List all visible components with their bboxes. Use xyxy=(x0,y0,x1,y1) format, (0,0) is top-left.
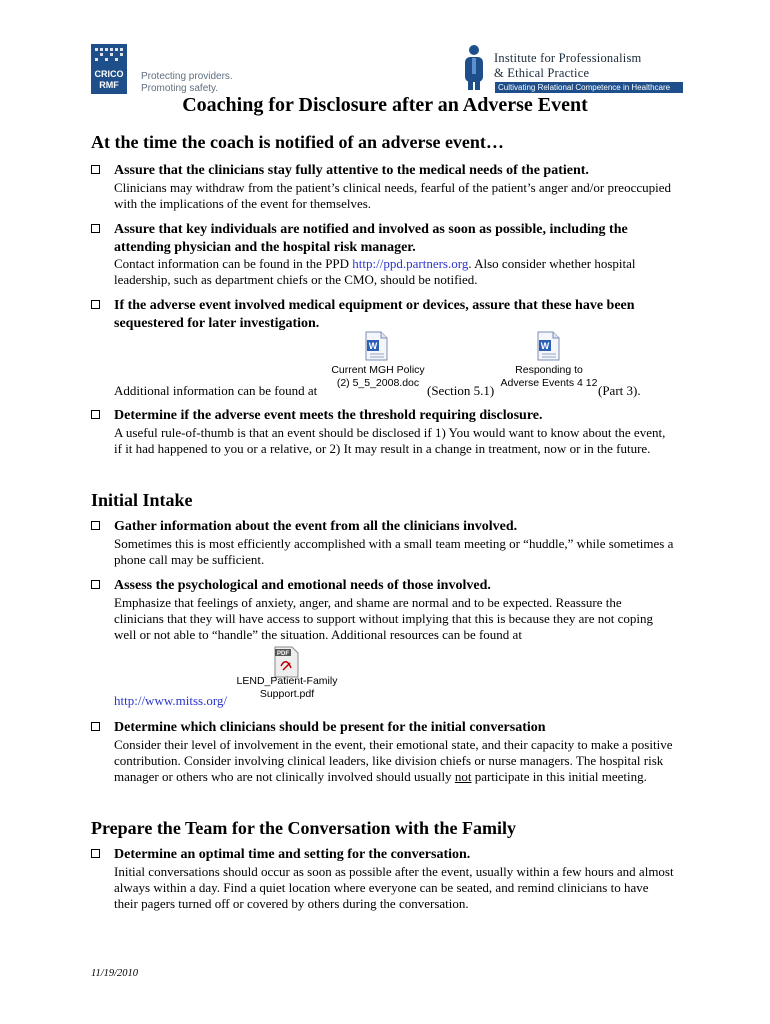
checkbox[interactable] xyxy=(91,580,100,589)
svg-text:W: W xyxy=(540,341,550,351)
section-ref: (Section 5.1) xyxy=(427,383,495,398)
word-doc-icon[interactable] xyxy=(536,331,560,361)
checkbox[interactable] xyxy=(91,521,100,530)
item-title: Assess the psychological and emotional needs of those involved. xyxy=(114,578,491,593)
institute-name-line2: & Ethical Practice xyxy=(494,66,590,80)
checkbox[interactable] xyxy=(91,722,100,731)
word-doc-icon[interactable] xyxy=(364,331,388,361)
item-body-text: Consider their level of involvement in the event, their emotional state, and their capacity to make a positive contribution. Consider involving clinical leaders, like division chiefs or nurse managers. The hospital risk manager or others who are not clinically involved should usually xyxy=(114,737,673,784)
item-body: Sometimes this is most efficiently accomplished with a small team meeting or “huddle,” while sometimes a phone call may be sufficient. xyxy=(114,536,674,567)
checkbox[interactable] xyxy=(91,224,100,233)
section-heading-prepare-team: Prepare the Team for the Conversation with the Family xyxy=(91,818,516,838)
crico-tagline xyxy=(141,71,233,95)
item-title: Determine which clinicians should be present for the initial conversation xyxy=(114,720,546,735)
page-title: Coaching for Disclosure after an Adverse Event xyxy=(182,94,588,116)
institute-figure-icon xyxy=(463,44,485,90)
crico-text: CRICO xyxy=(94,69,124,79)
checkbox[interactable] xyxy=(91,300,100,309)
footer-date: 11/19/2010 xyxy=(91,968,139,979)
crico-rmf-logo xyxy=(91,44,127,94)
emphasis-not: not xyxy=(454,769,472,784)
rmf-text: RMF xyxy=(99,80,119,90)
item-title: Assure that the clinicians stay fully attentive to the medical needs of the patient. xyxy=(114,163,589,178)
item-title: Gather information about the event from all the clinicians involved. xyxy=(114,519,518,534)
pdf-icon[interactable] xyxy=(272,646,300,678)
item-body-text: participate in this initial meeting. xyxy=(471,769,647,784)
checkbox[interactable] xyxy=(91,410,100,419)
svg-text:PDF: PDF xyxy=(277,651,289,657)
item-title: If the adverse event involved medical equipment or devices, assure that these have been sequestered for later investigation. xyxy=(114,298,635,331)
part-ref: (Part 3). xyxy=(598,383,641,398)
item-body: Initial conversations should occur as soon as possible after the event, usually within a few hours and almost always within a day. Find a quiet location where everyone can be seated, and remind clinicians to have their pagers turned off or covered by others during the conversation. xyxy=(114,864,674,911)
item-body: A useful rule-of-thumb is that an event should be disclosed if 1) You would want to know about the event, if it had happened to you or a relative, or 2) It may result in a change in treatment, now or in the future. xyxy=(114,425,666,456)
section-heading-initial-intake: Initial Intake xyxy=(91,490,193,510)
institute-tagline: Cultivating Relational Competence in Healthcare xyxy=(495,82,683,93)
institute-name xyxy=(494,51,641,81)
item-body-text: . Also consider whether hospital leadership, such as department chiefs or the CMO, should be notified. xyxy=(114,256,636,287)
item-title: Assure that key individuals are notified and involved as soon as possible, including the attending physician and the hospital risk manager. xyxy=(114,222,628,255)
item-body: Emphasize that feelings of anxiety, anger, and shame are normal and to be expected. Reassure the clinicians that they will have access to support without implying that this is because they are not coping well or not able to “handle” the situation. Additional resources can be found at xyxy=(114,595,654,642)
attachment-label-responding[interactable]: Responding to Adverse Events 4 12 xyxy=(500,364,598,389)
item-body xyxy=(114,256,674,288)
item-body xyxy=(114,737,674,785)
crico-tagline-line2: Promoting safety. xyxy=(141,83,219,94)
attachment-label-lend[interactable]: LEND_Patient-Family Support.pdf xyxy=(236,675,338,700)
item-body-text: Contact information can be found in the PPD xyxy=(114,256,353,271)
crico-tagline-line1: Protecting providers. xyxy=(141,71,233,82)
mitss-link[interactable]: http://www.mitss.org/ xyxy=(114,693,228,708)
svg-text:W: W xyxy=(368,341,378,351)
additional-info-text: Additional information can be found at xyxy=(114,383,318,398)
attachment-label-mgh-policy[interactable]: Current MGH Policy (2) 5_5_2008.doc xyxy=(331,364,425,389)
checkbox[interactable] xyxy=(91,165,100,174)
section-heading-notified: At the time the coach is notified of an adverse event… xyxy=(91,132,504,152)
institute-name-line1: Institute for Professionalism xyxy=(494,51,642,65)
checkbox[interactable] xyxy=(91,849,100,858)
ppd-link[interactable]: http://ppd.partners.org xyxy=(352,256,469,271)
item-title: Determine if the adverse event meets the threshold requiring disclosure. xyxy=(114,408,543,423)
item-title: Determine an optimal time and setting for the conversation. xyxy=(114,847,471,862)
item-body: Clinicians may withdraw from the patient’s clinical needs, fearful of the patient’s anger and/or preoccupied with the implications of the event for themselves. xyxy=(114,180,672,211)
